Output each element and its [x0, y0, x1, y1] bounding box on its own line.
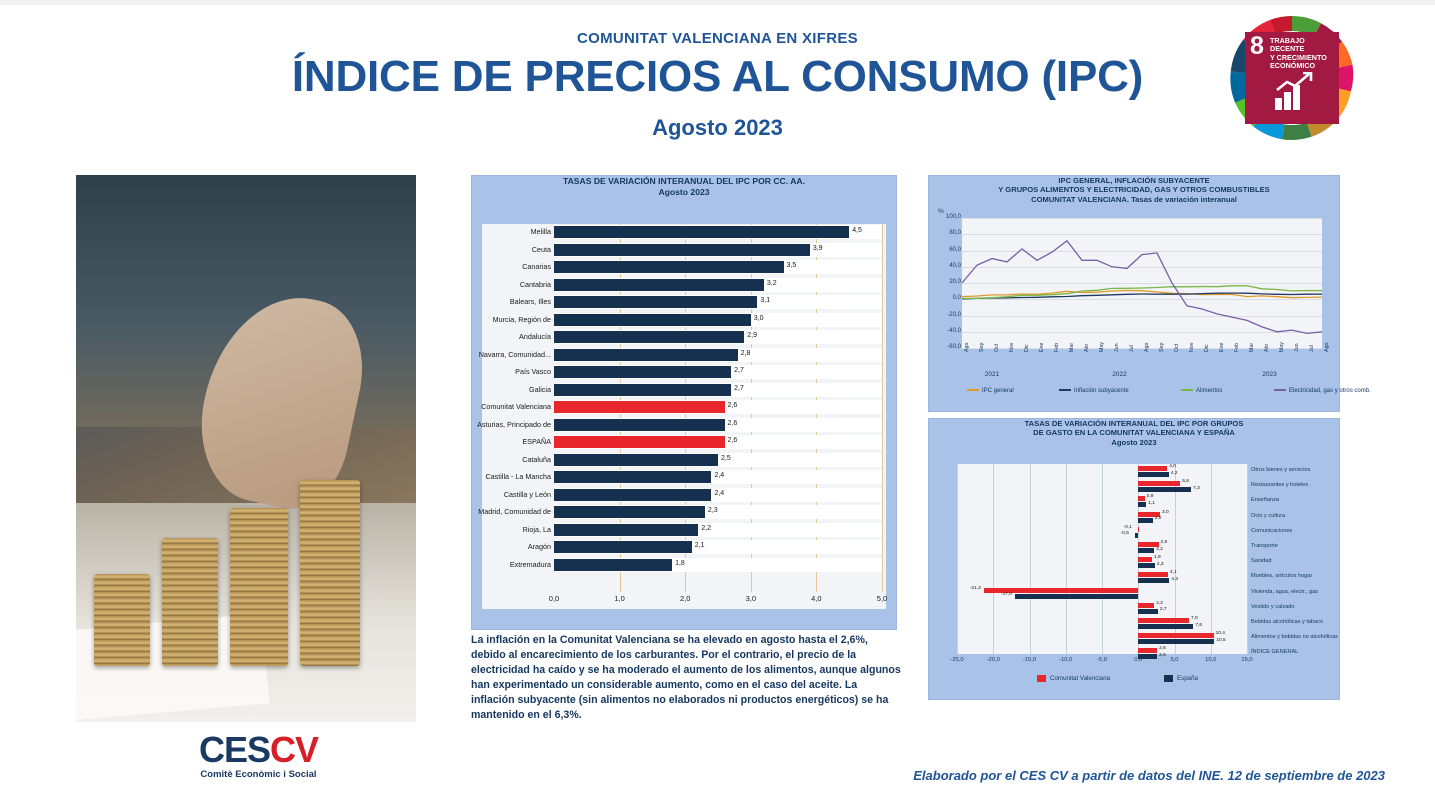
bar-espana [1138, 502, 1146, 507]
y-axis-tick: -40,0 [947, 327, 961, 334]
x-axis-tick: Ago [1144, 342, 1150, 352]
x-axis-tick: 1,0 [614, 594, 625, 603]
bar-espana [1138, 563, 1155, 568]
x-axis-tick: Ene [1039, 342, 1045, 352]
x-axis-tick: 0,0 [1134, 657, 1143, 663]
x-axis-tick: 15,0 [1241, 657, 1253, 663]
chart-bar-row [482, 469, 886, 486]
x-axis-tick: Abr [1264, 343, 1270, 352]
chart-series-title-l2: Y GRUPOS ALIMENTOS Y ELECTRICIDAD, GAS Y OTROS COMBUSTIBLES [998, 185, 1270, 195]
chart-bar-row [482, 259, 886, 276]
x-axis-tick: Mar [1069, 342, 1075, 352]
category-label: Sanidad [1251, 558, 1272, 565]
x-axis-tick: Jun [1294, 343, 1300, 352]
bar-value: 3,5 [786, 262, 797, 269]
chart-bar-row [478, 347, 886, 364]
bar [554, 436, 725, 448]
footer-credit: Elaborado por el CES CV a partir de datos del INE. 12 de septiembre de 2023 [913, 768, 1385, 783]
x-axis-tick: Oct [1174, 343, 1180, 352]
chart-bar-row [482, 557, 886, 574]
coin-stack-2 [162, 538, 218, 666]
bar-label: Madrid, Comunidad de [478, 507, 551, 516]
bar-value-es: -0,5 [1120, 531, 1129, 537]
bar-label: Cantabria [519, 279, 551, 289]
category-label: Otros bienes y servicios [1251, 467, 1311, 473]
chart-panel-ccaa [471, 175, 897, 630]
bar [554, 541, 692, 553]
commentary-text: La inflación en la Comunitat Valenciana se ha elevado en agosto hasta el 2,6%, debido al encarecimiento de los carburantes. Por el contrario, el precio de la electricidad ha caído y se ha moderado el aumento de los alimentos, aunque algunos han experimentado un considerable aumento, como en el caso del aceite. La inflación subyacente (sin alimentos no elaborados ni productos energéticos) se ha mantenido en el 6,3%. [471, 634, 901, 722]
chart-series-plot [962, 218, 1322, 348]
x-axis-tick: Abr [1084, 343, 1090, 352]
chart-grupos-title-l1: TASAS DE VARIACIÓN INTERANUAL DEL IPC POR GRUPOS [1024, 419, 1244, 428]
chart-bar-row [957, 601, 1247, 616]
legend-item: Inflación subyacente [1059, 388, 1129, 394]
sdg-number: 8 [1250, 32, 1264, 60]
bar [554, 226, 849, 238]
y-axis-tick: 80,0 [949, 230, 961, 237]
y-axis-tick: 0,0 [952, 295, 961, 302]
bar-value-cv: -21,3 [969, 585, 981, 591]
bar [554, 489, 711, 501]
bar-value-es: 2,3 [1156, 561, 1164, 567]
x-axis-tick: Ago [964, 342, 970, 352]
x-axis-tick: Ago [1324, 342, 1330, 352]
bar-value: 2,7 [734, 367, 744, 374]
bar-comunitat-valenciana [1138, 633, 1213, 638]
bar-espana [1138, 609, 1158, 614]
category-label: Bebidas alcohólicas y tabaco [1251, 619, 1324, 625]
bar-value: 3,9 [812, 244, 823, 252]
x-axis-tick: -10,0 [1059, 657, 1073, 663]
cescv-ces: CES [198, 729, 270, 770]
bar-value-cv: 10,4 [1215, 631, 1225, 637]
bar [554, 471, 711, 483]
x-axis-year-label: 2022 [1112, 371, 1127, 378]
bar-label: Castilla - La Mancha [485, 472, 551, 481]
chart-bar-row [957, 570, 1247, 585]
x-axis-tick: -5,0 [1097, 657, 1107, 663]
bar-comunitat-valenciana [1138, 557, 1152, 562]
x-axis-tick: Dic [1024, 344, 1030, 352]
bar-value-es: 7,3 [1193, 485, 1200, 491]
bar-comunitat-valenciana [1138, 648, 1157, 653]
x-axis-tick: Ene [1219, 342, 1225, 352]
cescv-cv: CV [270, 729, 319, 770]
x-axis-tick: Mar [1249, 342, 1255, 352]
bar-value-es: -17,0 [1001, 592, 1012, 598]
chart-series-title [929, 176, 1339, 204]
legend-item: Comunitat Valenciana [1037, 675, 1110, 682]
bar-value: 2,1 [694, 542, 705, 549]
chart-bar-row [482, 277, 886, 294]
bar-value-cv: 4,1 [1169, 570, 1177, 576]
x-axis-tick: Jun [1114, 343, 1120, 352]
bar-value-es: 2,7 [1159, 607, 1167, 613]
category-label: Transporte [1251, 543, 1278, 549]
chart-bar-row [482, 329, 886, 346]
sdg-8-badge [1245, 32, 1339, 124]
bar-value-cv: 1,9 [1154, 555, 1161, 561]
bar [554, 349, 738, 361]
chart-bar-row [957, 525, 1247, 540]
bar-comunitat-valenciana [1138, 618, 1189, 623]
chart-bar-row [957, 616, 1247, 631]
bar [554, 296, 757, 308]
chart-bar-row [482, 539, 886, 556]
bar-value-es: 7,6 [1195, 622, 1203, 628]
chart-series-title-l3: COMUNITAT VALENCIANA. Tasas de variación interanual [1031, 194, 1237, 204]
category-label: Ocio y cultura [1251, 512, 1286, 519]
bar-value-es: 10,5 [1216, 637, 1226, 643]
bar-comunitat-valenciana [1138, 466, 1167, 471]
bar-label: País Vasco [515, 367, 551, 376]
bar-value: 2,8 [740, 349, 751, 357]
bar-value: 2,6 [727, 419, 738, 427]
bar-comunitat-valenciana [1138, 481, 1180, 486]
x-axis-tick: Nov [1189, 342, 1195, 352]
category-label: Restaurantes y hoteles [1251, 482, 1309, 489]
legend-item: España [1164, 675, 1198, 682]
legend-item: IPC general [967, 388, 1014, 394]
bar-value-es: 4,3 [1171, 576, 1179, 582]
bar-label: Balears, Illes [509, 297, 551, 306]
x-axis-tick: -20,0 [986, 657, 1000, 663]
bar-value: 1,8 [675, 559, 685, 567]
coin-stack-1 [94, 574, 150, 666]
bar-value: 2,9 [747, 332, 757, 339]
chart-panel-series [928, 175, 1371, 412]
chart-bar-row [482, 487, 886, 504]
bar [554, 261, 784, 273]
chart-bar-row [478, 504, 886, 521]
bar-value-cv: 5,8 [1182, 479, 1189, 485]
chart-bar-row [482, 434, 886, 451]
category-label: Vestido y calzado [1251, 603, 1295, 610]
bar-label: Rioja, La [522, 524, 551, 534]
chart-bar-row [957, 494, 1247, 509]
chart-series-ylabel: % [938, 208, 944, 215]
bar [554, 384, 731, 396]
bar-label: Extremadura [509, 559, 551, 569]
bar-comunitat-valenciana [1138, 603, 1154, 608]
chart-bar-row [482, 294, 886, 311]
bar-espana [1138, 639, 1214, 644]
bar-label: Cataluña [522, 454, 551, 464]
x-axis-tick: Sep [1159, 342, 1165, 352]
chart-bar-row [957, 464, 1247, 479]
category-label: ÍNDICE GENERAL [1251, 649, 1299, 656]
bar-value: 2,4 [714, 489, 725, 497]
bar-comunitat-valenciana [1138, 527, 1139, 532]
bar-espana [1138, 624, 1193, 629]
x-axis-tick: May [1099, 341, 1105, 352]
bar-value: 2,5 [721, 454, 731, 462]
bar-value-cv: 2,2 [1156, 600, 1163, 606]
bar-espana [1135, 533, 1139, 538]
bar-label: Andalucía [519, 332, 551, 341]
bar-value: 4,5 [852, 227, 862, 234]
bar-espana [1138, 578, 1169, 583]
category-label: Alimentos y bebidas no alcohólicas [1251, 634, 1339, 641]
page-title: ÍNDICE DE PRECIOS AL CONSUMO (IPC) [291, 52, 1144, 101]
growth-chart-icon [1273, 72, 1315, 112]
category-label: Muebles, artículos hogar [1251, 573, 1313, 580]
y-axis-tick: 60,0 [949, 246, 961, 253]
chart-grupos-title [929, 419, 1339, 447]
x-axis-tick: 5,0 [876, 594, 888, 603]
chart-bar-row [482, 452, 886, 469]
bar-value-cv: 4,0 [1169, 464, 1176, 469]
bar-label: Ceuta [531, 244, 551, 254]
x-axis-tick: -15,0 [1022, 657, 1037, 663]
bar-value-es: 4,2 [1170, 470, 1178, 476]
bar-label: Murcia, Región de [492, 314, 551, 324]
chart-bar-row [482, 312, 886, 329]
category-label: Comunicaciones [1251, 527, 1293, 534]
chart-grupos-plot [957, 464, 1247, 658]
bar-value-cv: 0,9 [1146, 494, 1154, 500]
cescv-wordmark [186, 729, 331, 770]
bar [554, 506, 705, 518]
bar-label: Castilla y León [503, 489, 551, 499]
chart-series-title-l1: IPC GENERAL, INFLACIÓN SUBYACENTE [1058, 176, 1210, 185]
bar-value-cv: 7,0 [1191, 616, 1198, 621]
y-axis-tick: 100,0 [945, 214, 961, 220]
chart-ccaa-title [472, 176, 896, 197]
bar-value-es: 2,6 [1159, 652, 1166, 658]
bar [554, 279, 764, 291]
x-axis-year-label: 2021 [984, 371, 1000, 378]
chart-ccaa-plot [477, 224, 888, 609]
chart-bar-row [482, 382, 886, 399]
category-label: Enseñanza [1251, 497, 1279, 504]
bar-value-cv: -0,1 [1123, 524, 1132, 530]
x-axis-tick: 0,0 [548, 594, 560, 603]
x-axis-tick: Sep [979, 342, 985, 352]
bar-value: 2,3 [707, 507, 718, 514]
bar [554, 524, 698, 536]
bar-espana [1138, 472, 1168, 477]
bar-label: Asturias, Principado de [477, 419, 551, 429]
bar-value-es: 2,2 [1156, 546, 1163, 552]
bar-value: 3,1 [760, 297, 771, 304]
bar-value: 2,6 [727, 402, 738, 409]
bar-espana [1138, 487, 1191, 492]
y-axis-tick: 40,0 [949, 262, 961, 269]
bar-espana [1138, 548, 1154, 553]
y-axis-tick: -60,0 [947, 344, 961, 350]
cescv-tagline: Comitè Econòmic i Social [200, 769, 317, 780]
bar-label: Aragón [527, 542, 551, 551]
page-subtitle: Agosto 2023 [652, 115, 783, 140]
bar [554, 331, 744, 343]
bar-comunitat-valenciana [1138, 572, 1168, 577]
chart-bar-row [957, 479, 1247, 494]
x-axis-tick: Dic [1204, 344, 1210, 352]
chart-grupos-subtitle: Agosto 2023 [1111, 437, 1157, 447]
bar-value: 3,0 [753, 314, 764, 322]
bar-value-es: 1,1 [1148, 500, 1155, 506]
x-axis-tick: 5,0 [1170, 657, 1179, 663]
x-axis-tick: -25,0 [950, 657, 964, 663]
x-axis-tick: Oct [994, 343, 1000, 352]
chart-bar-row [482, 399, 886, 416]
y-axis-tick: -20,0 [947, 311, 961, 318]
bar-value-cv: 2,8 [1160, 540, 1168, 545]
bar-value-cv: 3,0 [1162, 509, 1169, 515]
coin-stack-3 [230, 508, 288, 666]
bar-comunitat-valenciana [1138, 496, 1145, 501]
chart-bar-row [482, 364, 886, 381]
bar-label: Canarias [522, 262, 551, 271]
header-kicker: COMUNITAT VALENCIANA EN XIFRES [577, 30, 858, 47]
sdg-text: TRABAJO DECENTE Y CRECIMIENTO ECONÓMICO [1270, 36, 1327, 71]
coins-photo [76, 175, 416, 722]
x-axis-tick: May [1279, 341, 1285, 352]
x-axis-tick: Feb [1054, 342, 1060, 352]
chart-bar-row [482, 224, 886, 241]
chart-panel-grupos [928, 418, 1340, 700]
chart-bar-row [957, 510, 1247, 525]
bar [554, 244, 810, 256]
bar-value: 2,2 [701, 524, 712, 532]
bar-value-es: 2,0 [1154, 516, 1162, 522]
y-axis-tick: 20,0 [949, 279, 961, 285]
chart-grupos-title-l2: DE GASTO EN LA COMUNITAT VALENCIANA Y ESPAÑA [1033, 428, 1235, 438]
x-axis-year-label: 2023 [1262, 371, 1277, 378]
chart-bar-row [957, 540, 1247, 555]
bar [554, 366, 731, 378]
coin-stack-4 [300, 480, 360, 666]
bar-espana [1015, 594, 1138, 599]
chart-ccaa-subtitle-text: Agosto 2023 [658, 186, 710, 197]
category-label: Vivienda, agua, electr., gas [1251, 588, 1319, 595]
chart-ccaa-title-text: TASAS DE VARIACIÓN INTERANUAL DEL IPC POR CC. AA. [562, 176, 806, 186]
bar [554, 419, 725, 431]
x-axis-tick: Jul [1129, 345, 1135, 352]
bar-value: 3,2 [766, 279, 777, 287]
legend-item: Electricidad, gas y otros comb. [1274, 388, 1371, 394]
series-lines [962, 218, 1322, 348]
bar-label: Melilla [530, 227, 551, 236]
bar-value: 2,4 [714, 472, 725, 479]
top-divider [0, 0, 1435, 5]
bar-label: ESPAÑA [522, 437, 551, 446]
bar-espana [1138, 518, 1153, 523]
chart-bar-row [477, 417, 886, 434]
x-axis-tick: Jul [1309, 345, 1315, 352]
bar [554, 401, 725, 413]
bar-value: 2,6 [727, 437, 738, 444]
bar-label: Navarra, Comunidad... [478, 349, 551, 359]
chart-bar-row [957, 631, 1247, 646]
bar [554, 559, 672, 571]
x-axis-tick: Feb [1234, 342, 1240, 352]
chart-bar-row [482, 242, 886, 259]
bar [554, 454, 718, 466]
x-axis-tick: 10,0 [1205, 657, 1217, 663]
chart-bar-row [957, 586, 1247, 601]
sdg-logo [1212, 14, 1372, 142]
x-axis-tick: Nov [1009, 342, 1015, 352]
gridline [1247, 464, 1248, 654]
bar-value-cv: 2,6 [1159, 646, 1166, 652]
x-axis-tick: 3,0 [745, 594, 757, 603]
chart-bar-row [482, 522, 886, 539]
chart-bar-row [957, 555, 1247, 570]
x-axis-tick: 2,0 [679, 594, 691, 603]
legend-item: Alimentos [1181, 388, 1222, 394]
bar-value: 2,7 [734, 384, 744, 392]
bar-label: Comunitat Valenciana [481, 402, 551, 411]
x-axis-tick: 4,0 [811, 594, 822, 603]
bar-label: Galicia [529, 384, 551, 394]
bar [554, 314, 751, 326]
